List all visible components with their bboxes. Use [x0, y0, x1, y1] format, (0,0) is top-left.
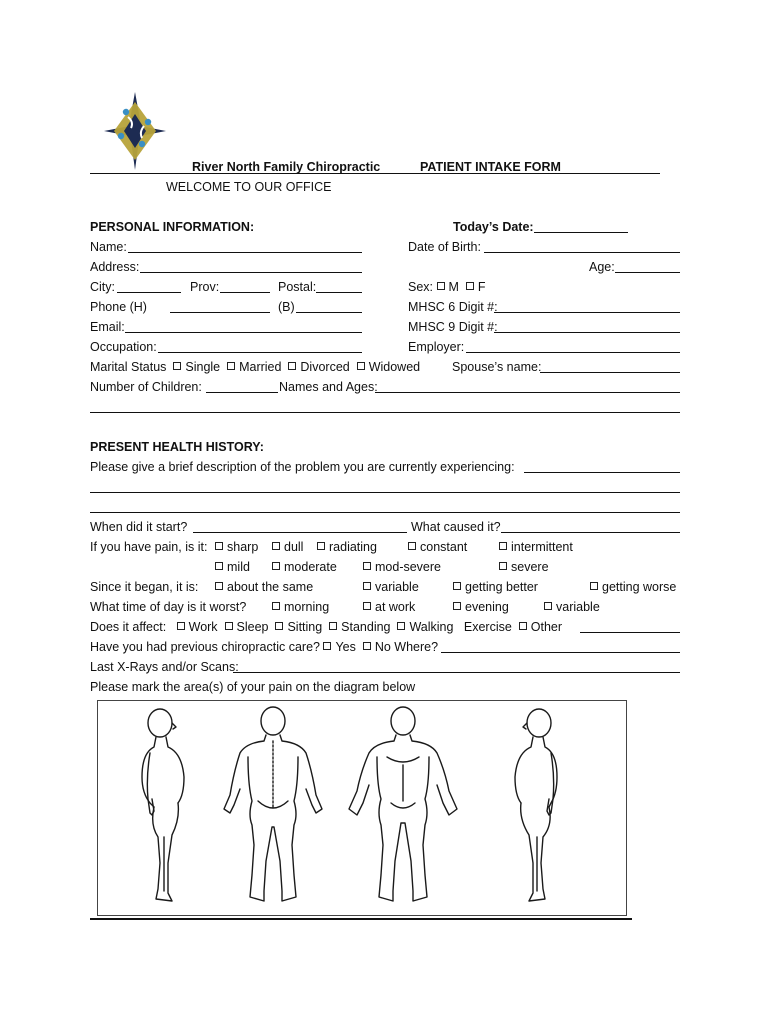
since-same-label: about the same — [227, 580, 314, 594]
postal-field[interactable] — [316, 292, 362, 293]
checkbox-icon[interactable] — [275, 622, 283, 630]
names-ages-label: Names and Ages: — [279, 380, 378, 394]
affect-work: Work — [188, 620, 218, 634]
city-field[interactable] — [117, 292, 181, 293]
since-better — [453, 580, 538, 594]
pain-moderate-label: moderate — [284, 560, 337, 574]
name-label: Name: — [90, 240, 127, 254]
form-title: PATIENT INTAKE FORM — [420, 160, 561, 174]
time-evening-label: evening — [465, 600, 509, 614]
dob-field[interactable] — [484, 252, 680, 253]
pain-dull-label: dull — [284, 540, 304, 554]
describe-field-1[interactable] — [524, 472, 680, 473]
what-caused-field[interactable] — [501, 532, 680, 533]
names-ages-field-2[interactable] — [90, 412, 680, 413]
checkbox-icon[interactable] — [453, 602, 461, 610]
prov-label: Prov: — [190, 280, 220, 294]
pain-severe — [499, 560, 549, 574]
phone-b-field[interactable] — [296, 312, 362, 313]
marital-status-row — [90, 360, 420, 374]
body-diagram-frame[interactable] — [97, 700, 627, 916]
describe-field-2[interactable] — [90, 492, 680, 493]
pain-sharp — [215, 540, 258, 554]
checkbox-icon[interactable] — [323, 642, 331, 650]
describe-problem-label: Please give a brief description of the problem you are currently experiencing: — [90, 460, 515, 474]
occupation-label: Occupation: — [90, 340, 157, 354]
checkbox-icon[interactable] — [590, 582, 598, 590]
pain-mod-severe-label: mod-severe — [375, 560, 441, 574]
since-same — [215, 580, 313, 594]
phone-h-field[interactable] — [170, 312, 270, 313]
pain-mild-label: mild — [227, 560, 250, 574]
sex-option-m: M — [448, 280, 459, 294]
compass-star-logo — [104, 92, 166, 170]
postal-label: Postal: — [278, 280, 317, 294]
affect-row — [90, 620, 562, 634]
since-variable-label: variable — [375, 580, 419, 594]
todays-date-field[interactable] — [534, 232, 628, 233]
checkbox-icon[interactable] — [397, 622, 405, 630]
checkbox-icon[interactable] — [363, 582, 371, 590]
children-field[interactable] — [206, 392, 278, 393]
time-variable — [544, 600, 600, 614]
mhsc6-label: MHSC 6 Digit #: — [408, 300, 498, 314]
employer-label: Employer: — [408, 340, 465, 354]
pain-intermittent — [499, 540, 573, 554]
checkbox-icon[interactable] — [272, 562, 280, 570]
mhsc6-field[interactable] — [494, 312, 680, 313]
name-field[interactable] — [128, 252, 362, 253]
pain-mild — [215, 560, 250, 574]
pain-intermittent-label: intermittent — [511, 540, 573, 554]
pain-moderate — [272, 560, 337, 574]
checkbox-icon[interactable] — [215, 542, 223, 550]
mhsc9-label: MHSC 9 Digit #: — [408, 320, 498, 334]
what-caused-label: What caused it? — [411, 520, 501, 534]
checkbox-icon[interactable] — [177, 622, 185, 630]
prev-care-no: No Where? — [374, 640, 439, 654]
time-morning — [272, 600, 329, 614]
pain-radiating-label: radiating — [329, 540, 377, 554]
todays-date-label: Today’s Date: — [453, 220, 534, 234]
when-start-label: When did it start? — [90, 520, 188, 534]
prov-field[interactable] — [220, 292, 270, 293]
names-ages-field[interactable] — [375, 392, 680, 393]
time-at-work-label: at work — [375, 600, 416, 614]
time-of-day-label: What time of day is it worst? — [90, 600, 247, 614]
marital-married: Married — [239, 360, 282, 374]
mark-area-label: Please mark the area(s) of your pain on the diagram below — [90, 680, 416, 694]
sex-label-text: Sex: — [408, 280, 434, 294]
checkbox-icon[interactable] — [437, 282, 445, 290]
checkbox-icon[interactable] — [227, 362, 235, 370]
bottom-rule — [90, 918, 632, 920]
dob-label: Date of Birth: — [408, 240, 481, 254]
affect-standing: Standing — [341, 620, 391, 634]
prev-care-yes: Yes — [335, 640, 356, 654]
marital-status-label: Marital Status — [90, 360, 167, 374]
prev-care-label: Have you had previous chiropractic care? — [90, 640, 320, 654]
city-label: City: — [90, 280, 115, 294]
address-label: Address: — [90, 260, 140, 274]
since-better-label: getting better — [465, 580, 538, 594]
checkbox-icon[interactable] — [499, 542, 507, 550]
body-outline-figure-back — [218, 705, 328, 909]
time-morning-label: morning — [284, 600, 330, 614]
email-label: Email: — [90, 320, 125, 334]
affect-other-field[interactable] — [580, 632, 680, 633]
age-field[interactable] — [615, 272, 680, 273]
pain-constant-label: constant — [420, 540, 468, 554]
address-field[interactable] — [140, 272, 362, 273]
children-label: Number of Children: — [90, 380, 202, 394]
age-label: Age: — [589, 260, 615, 274]
clinic-name: River North Family Chiropractic — [192, 160, 381, 174]
checkbox-icon[interactable] — [215, 562, 223, 570]
checkbox-icon[interactable] — [272, 602, 280, 610]
checkbox-icon[interactable] — [272, 542, 280, 550]
marital-widowed: Widowed — [368, 360, 421, 374]
affect-sitting: Sitting — [287, 620, 323, 634]
body-outline-figure-front — [343, 705, 463, 909]
pain-severe-label: severe — [511, 560, 549, 574]
sex-label — [408, 280, 486, 294]
since-variable — [363, 580, 419, 594]
health-history-heading: PRESENT HEALTH HISTORY: — [90, 440, 264, 454]
when-start-field[interactable] — [193, 532, 407, 533]
spouse-field[interactable] — [540, 372, 680, 373]
time-at-work — [363, 600, 415, 614]
occupation-field[interactable] — [158, 352, 362, 353]
checkbox-icon[interactable] — [544, 602, 552, 610]
body-outline-figure-side-left — [493, 707, 573, 907]
affect-walking: Walking — [409, 620, 454, 634]
pain-mod-severe — [363, 560, 441, 574]
affect-sleep: Sleep — [236, 620, 269, 634]
checkbox-icon[interactable] — [288, 362, 296, 370]
body-outline-figure-side-right — [128, 707, 208, 907]
email-field[interactable] — [125, 332, 362, 333]
checkbox-icon[interactable] — [408, 542, 416, 550]
since-label: Since it began, it is: — [90, 580, 199, 594]
checkbox-icon[interactable] — [453, 582, 461, 590]
since-worse-label: getting worse — [602, 580, 677, 594]
pain-radiating — [317, 540, 377, 554]
personal-info-heading: PERSONAL INFORMATION: — [90, 220, 255, 234]
checkbox-icon[interactable] — [317, 542, 325, 550]
welcome-text: WELCOME TO OUR OFFICE — [166, 180, 332, 194]
phone-b-label: (B) — [278, 300, 295, 314]
prev-care-where-field[interactable] — [441, 652, 680, 653]
affect-label: Does it affect: — [90, 620, 167, 634]
prev-care-row — [90, 640, 438, 654]
marital-divorced: Divorced — [300, 360, 350, 374]
time-variable-label: variable — [556, 600, 600, 614]
marital-single: Single — [185, 360, 221, 374]
pain-constant — [408, 540, 467, 554]
checkbox-icon[interactable] — [357, 362, 365, 370]
describe-field-3[interactable] — [90, 512, 680, 513]
checkbox-icon[interactable] — [225, 622, 233, 630]
mhsc9-field[interactable] — [494, 332, 680, 333]
xrays-label: Last X-Rays and/or Scans: — [90, 660, 239, 674]
pain-question-label: If you have pain, is it: — [90, 540, 208, 554]
checkbox-icon[interactable] — [499, 562, 507, 570]
checkbox-icon[interactable] — [173, 362, 181, 370]
time-evening — [453, 600, 509, 614]
xrays-field[interactable] — [233, 672, 680, 673]
checkbox-icon[interactable] — [215, 582, 223, 590]
checkbox-icon[interactable] — [466, 282, 474, 290]
checkbox-icon[interactable] — [363, 562, 371, 570]
pain-dull — [272, 540, 303, 554]
checkbox-icon[interactable] — [519, 622, 527, 630]
sex-option-f: F — [477, 280, 486, 294]
checkbox-icon[interactable] — [363, 602, 371, 610]
pain-sharp-label: sharp — [227, 540, 259, 554]
checkbox-icon[interactable] — [363, 642, 371, 650]
spouse-label: Spouse’s name: — [452, 360, 542, 374]
affect-exercise: Exercise — [463, 620, 512, 634]
checkbox-icon[interactable] — [329, 622, 337, 630]
employer-field[interactable] — [466, 352, 680, 353]
since-worse — [590, 580, 676, 594]
phone-h-label: Phone (H) — [90, 300, 147, 314]
affect-other: Other — [530, 620, 563, 634]
